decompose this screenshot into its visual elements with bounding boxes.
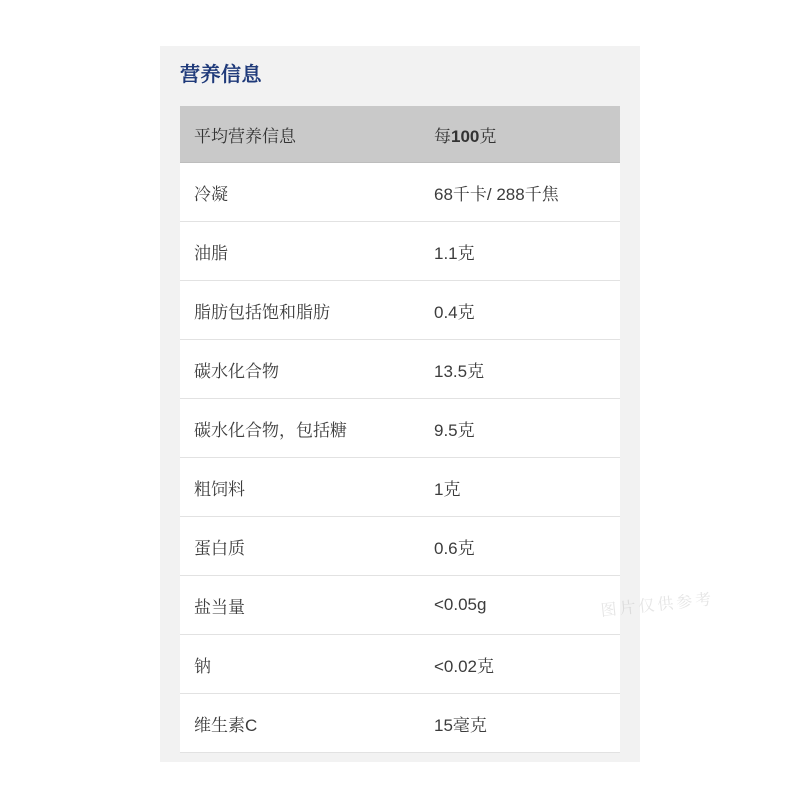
table-row	[180, 458, 620, 517]
row-value: 13.5克	[420, 340, 620, 399]
watermark-text: 图片仅供参考	[599, 591, 716, 620]
table-row	[180, 576, 620, 635]
table-row	[180, 635, 620, 694]
header-value-strong: 100	[451, 126, 480, 146]
table-header-row	[180, 106, 620, 163]
row-label: 脂肪包括饱和脂肪	[180, 281, 420, 340]
nutrition-table	[180, 106, 620, 753]
row-value: <0.05g	[420, 576, 620, 635]
row-label: 冷凝	[180, 163, 420, 222]
header-cell-label: 平均营养信息	[180, 106, 420, 163]
header-cell-value	[420, 106, 620, 163]
table-row	[180, 694, 620, 753]
table-row	[180, 517, 620, 576]
row-label: 碳水化合物，包括糖	[180, 399, 420, 458]
table-row	[180, 340, 620, 399]
table-header	[180, 106, 620, 163]
page-title: 营养信息	[180, 64, 262, 86]
header-value-prefix: 每	[434, 126, 451, 146]
header-value-suffix: 克	[479, 126, 497, 146]
row-value: 0.4克	[420, 281, 620, 340]
row-label: 碳水化合物	[180, 340, 420, 399]
row-value: 1克	[420, 458, 620, 517]
row-label: 盐当量	[180, 576, 420, 635]
row-value: 9.5克	[420, 399, 620, 458]
row-value: 68千卡/ 288千焦	[420, 163, 620, 222]
table-row	[180, 281, 620, 340]
table-row	[180, 399, 620, 458]
table-row	[180, 163, 620, 222]
row-value: <0.02克	[420, 635, 620, 694]
row-value: 0.6克	[420, 517, 620, 576]
row-label: 粗饲料	[180, 458, 420, 517]
row-value: 15毫克	[420, 694, 620, 753]
table-row	[180, 222, 620, 281]
row-label: 油脂	[180, 222, 420, 281]
nutrition-panel	[160, 46, 716, 762]
nutrition-table-wrapper	[180, 106, 620, 753]
row-label: 蛋白质	[180, 517, 420, 576]
row-value: 1.1克	[420, 222, 620, 281]
row-label: 维生素C	[180, 694, 420, 753]
row-label: 钠	[180, 635, 420, 694]
table-body	[180, 163, 620, 753]
